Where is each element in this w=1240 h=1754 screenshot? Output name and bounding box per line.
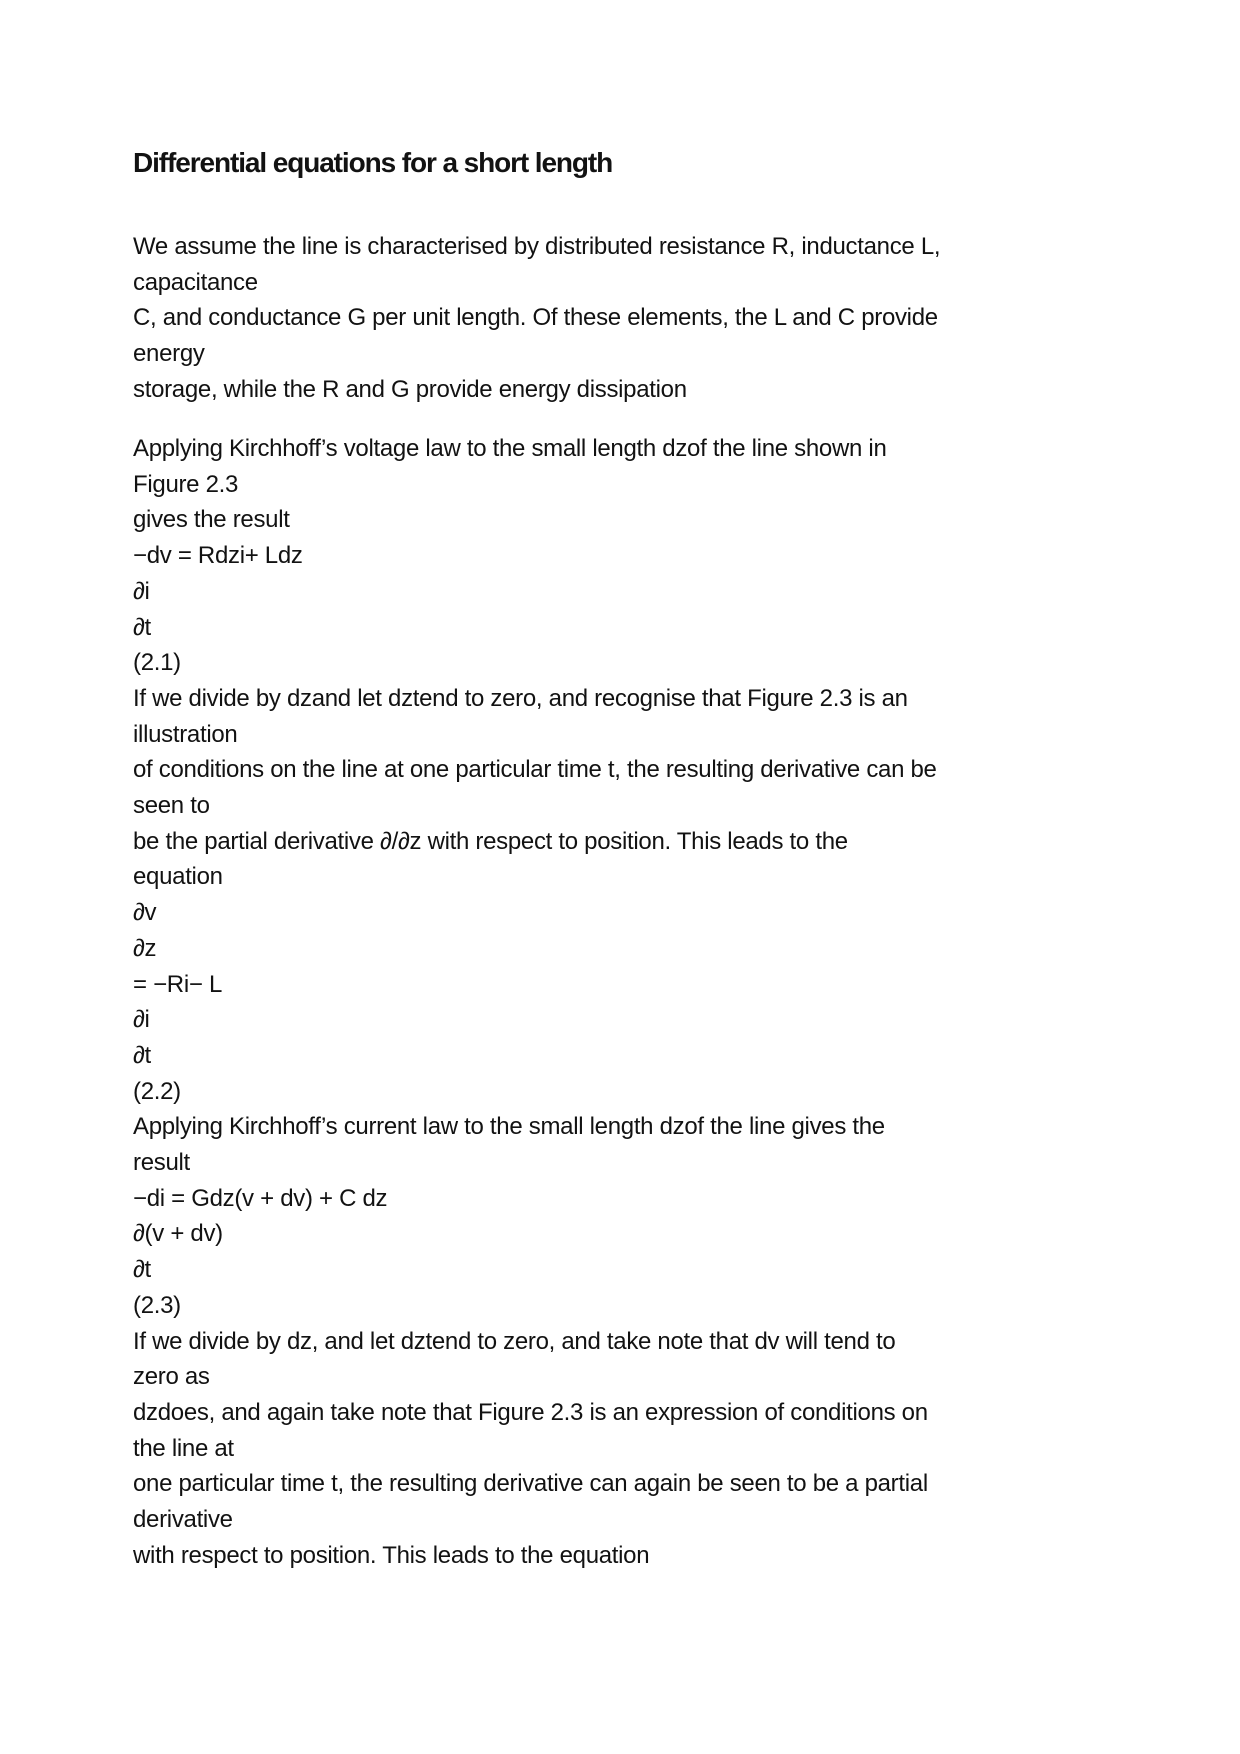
text-line: Figure 2.3 [133, 470, 239, 498]
text-line: capacitance [133, 268, 258, 296]
text-line: ∂t [133, 1041, 151, 1069]
text-line: Applying Kirchhoff’s voltage law to the small length dzof the line shown in [133, 435, 887, 463]
text-line: dzdoes, and again take note that Figure 2.3 is an expression of conditions on [133, 1399, 928, 1426]
text-line: ∂t [133, 1256, 151, 1284]
text-line: C, and conductance G per unit length. Of these elements, the L and C provide [133, 304, 938, 332]
text-line: zero as [133, 1363, 210, 1391]
text-line: If we divide by dz, and let dztend to zero, and take note that dv will tend to [133, 1327, 896, 1355]
document-content [133, 145, 1208, 1574]
text-line: illustration [133, 720, 238, 748]
text-line: (2.3) [133, 1291, 181, 1319]
text-line: ∂i [133, 1006, 150, 1034]
text-line: Applying Kirchhoff’s current law to the small length dzof the line gives the [133, 1113, 885, 1141]
text-line: derivative [133, 1506, 233, 1534]
text-line: −dv = Rdzi+ Ldz [133, 542, 303, 570]
text-line: ∂v [133, 899, 157, 927]
text-line: We assume the line is characterised by distributed resistance R, inductance L, [133, 233, 941, 260]
text-line: gives the result [133, 506, 290, 534]
text-line: −di = Gdz(v + dv) + C dz [133, 1184, 388, 1212]
text-line: with respect to position. This leads to the equation [133, 1541, 650, 1569]
text-line: seen to [133, 792, 210, 820]
text-line: result [133, 1149, 190, 1177]
text-line: ∂(v + dv) [133, 1220, 223, 1248]
paragraph-intro [133, 229, 1208, 408]
page-title: Differential equations for a short length [133, 147, 613, 178]
text-line: equation [133, 863, 223, 891]
text-line: storage, while the R and G provide energy dissipation [133, 375, 687, 403]
text-line: of conditions on the line at one particular time t, the resulting derivative can be [133, 756, 937, 784]
paragraph-derivation [133, 431, 1208, 1574]
text-line: the line at [133, 1434, 234, 1462]
text-line: energy [133, 340, 205, 368]
text-line: If we divide by dzand let dztend to zero, and recognise that Figure 2.3 is an [133, 684, 908, 712]
text-line: one particular time t, the resulting derivative can again be seen to be a partial [133, 1470, 928, 1498]
text-line: (2.2) [133, 1077, 181, 1105]
text-line: ∂i [133, 577, 150, 605]
text-line: (2.1) [133, 649, 181, 677]
text-line: ∂t [133, 613, 151, 641]
text-line: = −Ri− L [133, 970, 222, 998]
text-line: ∂z [133, 934, 157, 962]
text-line: be the partial derivative ∂/∂z with respect to position. This leads to the [133, 827, 848, 855]
